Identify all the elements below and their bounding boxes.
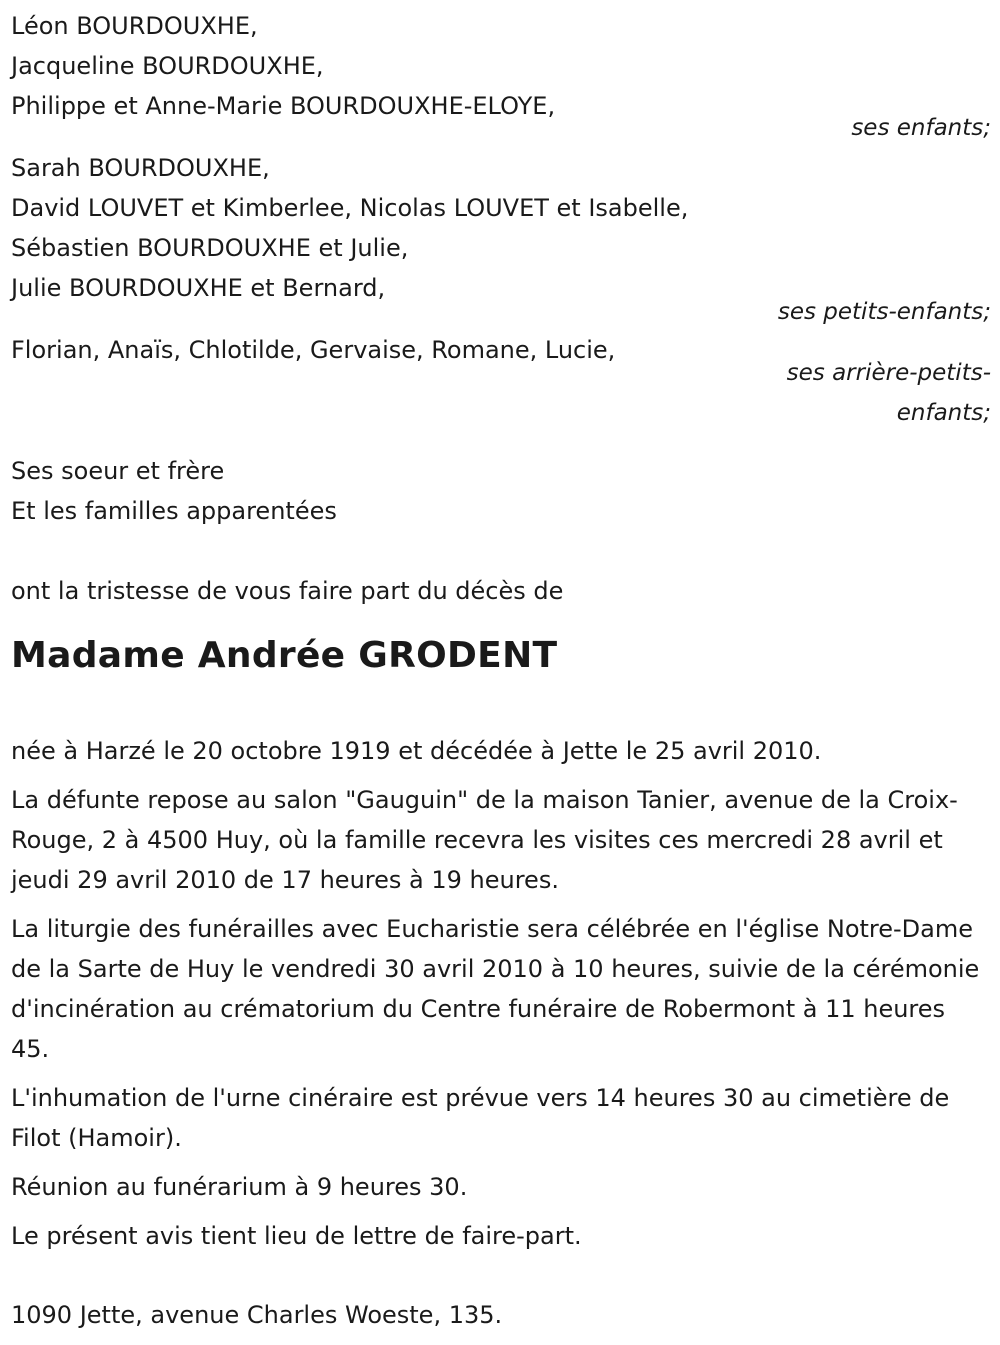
- gathering-paragraph: Réunion au funérarium à 9 heures 30.: [11, 1173, 468, 1201]
- relation-label-grandchildren: ses petits-enfants;: [777, 299, 991, 325]
- family-member: Ses soeur et frère: [11, 457, 225, 485]
- address: 1090 Jette, avenue Charles Woeste, 135.: [11, 1301, 503, 1329]
- family-member: Sarah BOURDOUXHE,: [11, 154, 270, 182]
- relation-label-great-grandchildren: ses arrière-petits-: [786, 360, 991, 386]
- grandchildren-list: [11, 148, 991, 332]
- obituary-notice: [11, 6, 991, 1335]
- family-member: Sébastien BOURDOUXHE et Julie,: [11, 234, 409, 262]
- family-member: Florian, Anaïs, Chlotilde, Gervaise, Romane, Lucie,: [11, 336, 616, 364]
- family-member: Jacqueline BOURDOUXHE,: [11, 52, 324, 80]
- burial-paragraph: L'inhumation de l'urne cinéraire est prévue vers 14 heures 30 au cimetière de Filot (Hamoir).: [11, 1084, 950, 1152]
- family-member: Philippe et Anne-Marie BOURDOUXHE-ELOYE,: [11, 92, 556, 120]
- family-member: Et les familles apparentées: [11, 497, 337, 525]
- details-section: [11, 731, 991, 1256]
- visitation-paragraph: La défunte repose au salon "Gauguin" de la maison Tanier, avenue de la Croix-Rouge, 2 à 4500 Huy, où la famille recevra les visites ces mercredi 28 avril et jeudi 29 avril 2010 de 17 heures à 19 heures.: [11, 786, 958, 894]
- family-member: David LOUVET et Kimberlee, Nicolas LOUVET et Isabelle,: [11, 194, 689, 222]
- other-relatives: [11, 451, 991, 531]
- notice-paragraph: Le présent avis tient lieu de lettre de faire-part.: [11, 1222, 582, 1250]
- funeral-paragraph: La liturgie des funérailles avec Eucharistie sera célébrée en l'église Notre-Dame de la Sarte de Huy le vendredi 30 avril 2010 à 10 heures, suivie de la cérémonie d'incinération au crématorium du Centre funéraire de Robermont à 11 heures 45.: [11, 915, 980, 1063]
- family-member: Léon BOURDOUXHE,: [11, 12, 258, 40]
- family-member: Julie BOURDOUXHE et Bernard,: [11, 274, 386, 302]
- children-list: [11, 6, 991, 148]
- great-grandchildren-list: [11, 330, 991, 433]
- birth-death-paragraph: née à Harzé le 20 octobre 1919 et décédée à Jette le 25 avril 2010.: [11, 737, 822, 765]
- relation-label-children: ses enfants;: [851, 115, 991, 141]
- deceased-name: Madame Andrée GRODENT: [11, 635, 558, 676]
- relation-label-great-grandchildren-cont: enfants;: [896, 400, 991, 426]
- announcement-text: ont la tristesse de vous faire part du décès de: [11, 577, 564, 605]
